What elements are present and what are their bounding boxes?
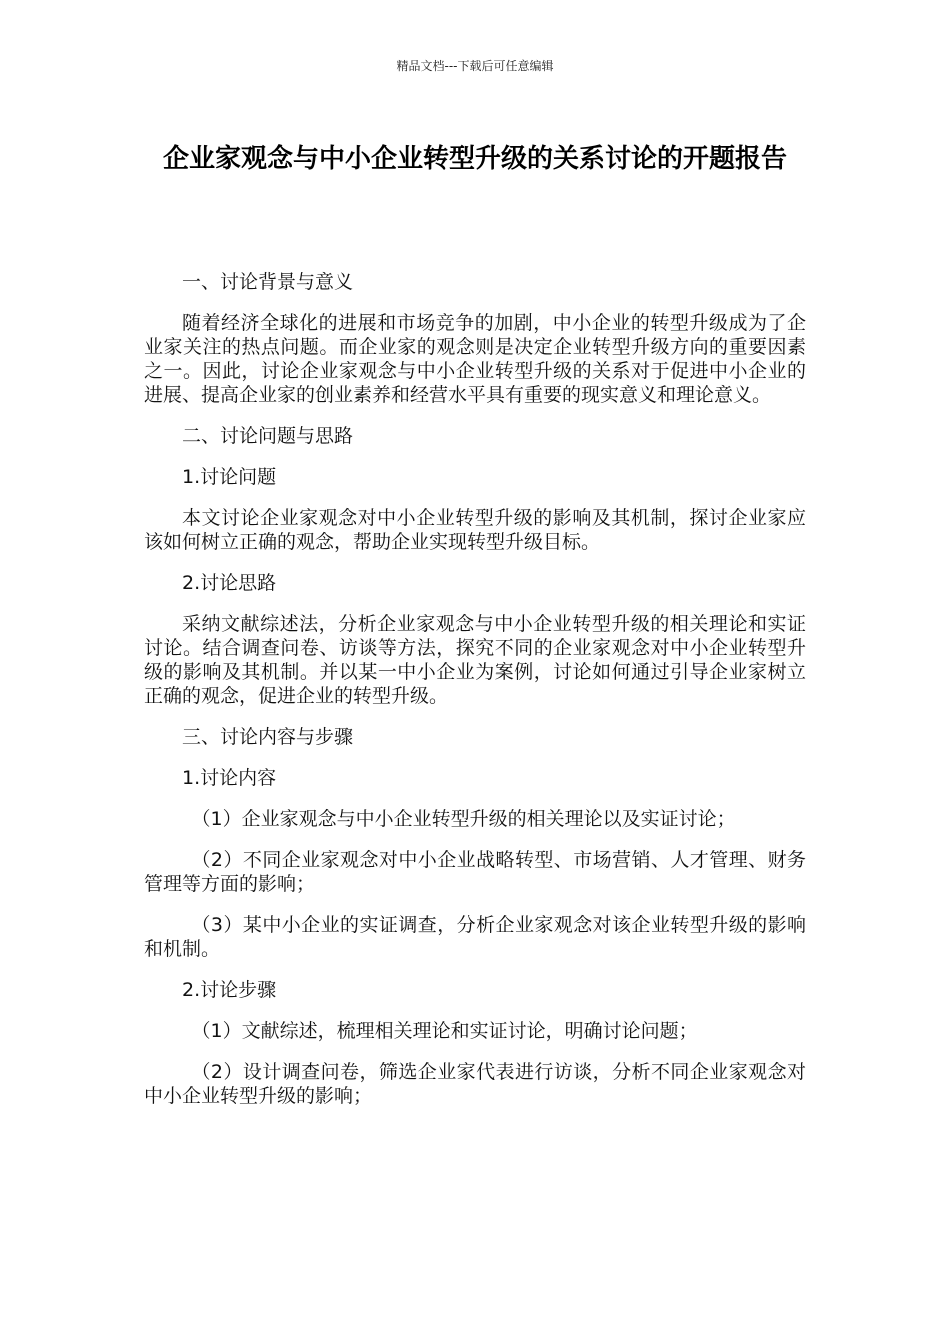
subheading-steps: 2.讨论步骤 [182, 979, 277, 1001]
subheading-questions: 1.讨论问题 [182, 466, 277, 488]
questions-paragraph: 本文讨论企业家观念对中小企业转型升级的影响及其机制，探讨企业家应该如何树立正确的观念，帮助企业实现转型升级目标。 [144, 507, 806, 553]
subheading-approach: 2.讨论思路 [182, 572, 277, 594]
document-body [144, 270, 806, 1125]
header-note: 精品文档---下载后可任意编辑 [396, 59, 554, 73]
section-heading-background: 一、讨论背景与意义 [182, 271, 354, 293]
content-item-3: （3）某中小企业的实证调查，分析企业家观念对该企业转型升级的影响和机制。 [144, 914, 806, 960]
step-item-1: （1）文献综述，梳理相关理论和实证讨论，明确讨论问题； [191, 1020, 698, 1042]
content-item-1: （1）企业家观念与中小企业转型升级的相关理论以及实证讨论； [191, 808, 736, 830]
subheading-content: 1.讨论内容 [182, 767, 277, 789]
section-heading-questions: 二、讨论问题与思路 [182, 425, 354, 447]
document-title: 企业家观念与中小企业转型升级的关系讨论的开题报告 [162, 144, 787, 174]
section-heading-content: 三、讨论内容与步骤 [182, 726, 354, 748]
background-paragraph: 随着经济全球化的进展和市场竞争的加剧，中小企业的转型升级成为了企业家关注的热点问题。而企业家的观念则是决定企业转型升级方向的重要因素之一。因此，讨论企业家观念与中小企业转型升级的关系对于促进中小企业的进展、提高企业家的创业素养和经营水平具有重要的现实意义和理论意义。 [144, 312, 806, 406]
step-item-2: （2）设计调查问卷，筛选企业家代表进行访谈，分析不同企业家观念对中小企业转型升级的影响； [144, 1061, 806, 1107]
approach-paragraph: 采纳文献综述法，分析企业家观念与中小企业转型升级的相关理论和实证讨论。结合调查问卷、访谈等方法，探究不同的企业家观念对中小企业转型升级的影响及其机制。并以某一中小企业为案例，讨论如何通过引导企业家树立正确的观念，促进企业的转型升级。 [144, 613, 806, 707]
content-item-2: （2）不同企业家观念对中小企业战略转型、市场营销、人才管理、财务管理等方面的影响； [144, 849, 806, 895]
